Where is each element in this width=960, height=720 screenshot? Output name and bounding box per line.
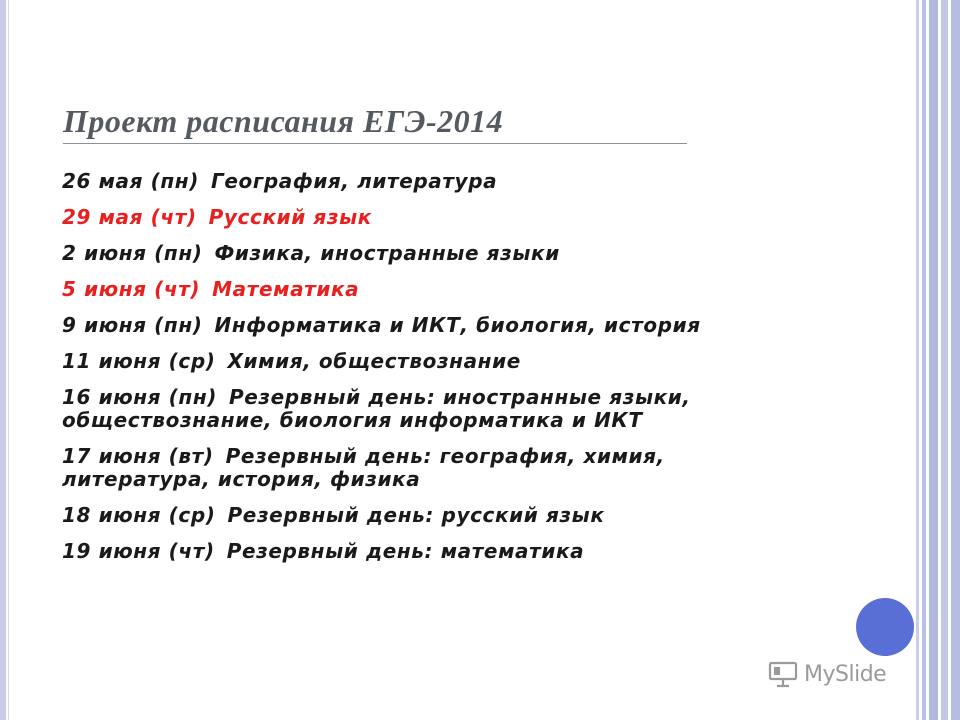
entry-date: 19 июня (чт) (62, 539, 215, 563)
entry-subjects: Информатика и ИКТ, биология, история (214, 313, 701, 337)
schedule-entry (62, 540, 802, 563)
left-frame-decoration (0, 0, 6, 720)
entry-subjects: Резервный день: математика (226, 539, 585, 563)
entry-date: 5 июня (чт) (62, 277, 201, 301)
entry-subjects: Резервный день: география, химия, литература, история, физика (62, 444, 665, 491)
entry-date: 9 июня (пн) (62, 313, 203, 337)
entry-subjects: Физика, иностранные языки (214, 241, 560, 265)
exam-schedule-list (62, 170, 802, 576)
title-underline (63, 143, 687, 144)
right-stripes-decoration (916, 0, 960, 720)
presentation-icon (768, 660, 798, 688)
entry-subjects: География, литература (210, 169, 498, 193)
schedule-entry (62, 504, 802, 527)
accent-circle (856, 598, 914, 656)
entry-subjects: Русский язык (208, 205, 372, 229)
schedule-entry (62, 386, 802, 432)
entry-date: 2 июня (пн) (62, 241, 203, 265)
entry-subjects: Резервный день: иностранные языки, обществознание, биология информатика и ИКТ (62, 385, 691, 432)
watermark-logo (768, 657, 886, 691)
schedule-entry (62, 350, 802, 373)
entry-subjects: Математика (212, 277, 360, 301)
schedule-entry (62, 314, 802, 337)
entry-date: 18 июня (ср) (62, 503, 216, 527)
schedule-entry (62, 206, 802, 229)
entry-date: 26 мая (пн) (62, 169, 199, 193)
schedule-entry (62, 170, 802, 193)
schedule-entry (62, 278, 802, 301)
entry-date: 16 июня (пн) (62, 385, 217, 409)
entry-subjects: Резервный день: русский язык (227, 503, 605, 527)
schedule-entry (62, 445, 802, 491)
watermark-text: MySlide (804, 661, 887, 687)
entry-date: 17 июня (вт) (62, 444, 214, 468)
slide-title: Проект расписания ЕГЭ-2014 (63, 103, 504, 139)
schedule-entry (62, 242, 802, 265)
entry-subjects: Химия, обществознание (227, 349, 521, 373)
entry-date: 29 мая (чт) (62, 205, 197, 229)
entry-date: 11 июня (ср) (62, 349, 216, 373)
